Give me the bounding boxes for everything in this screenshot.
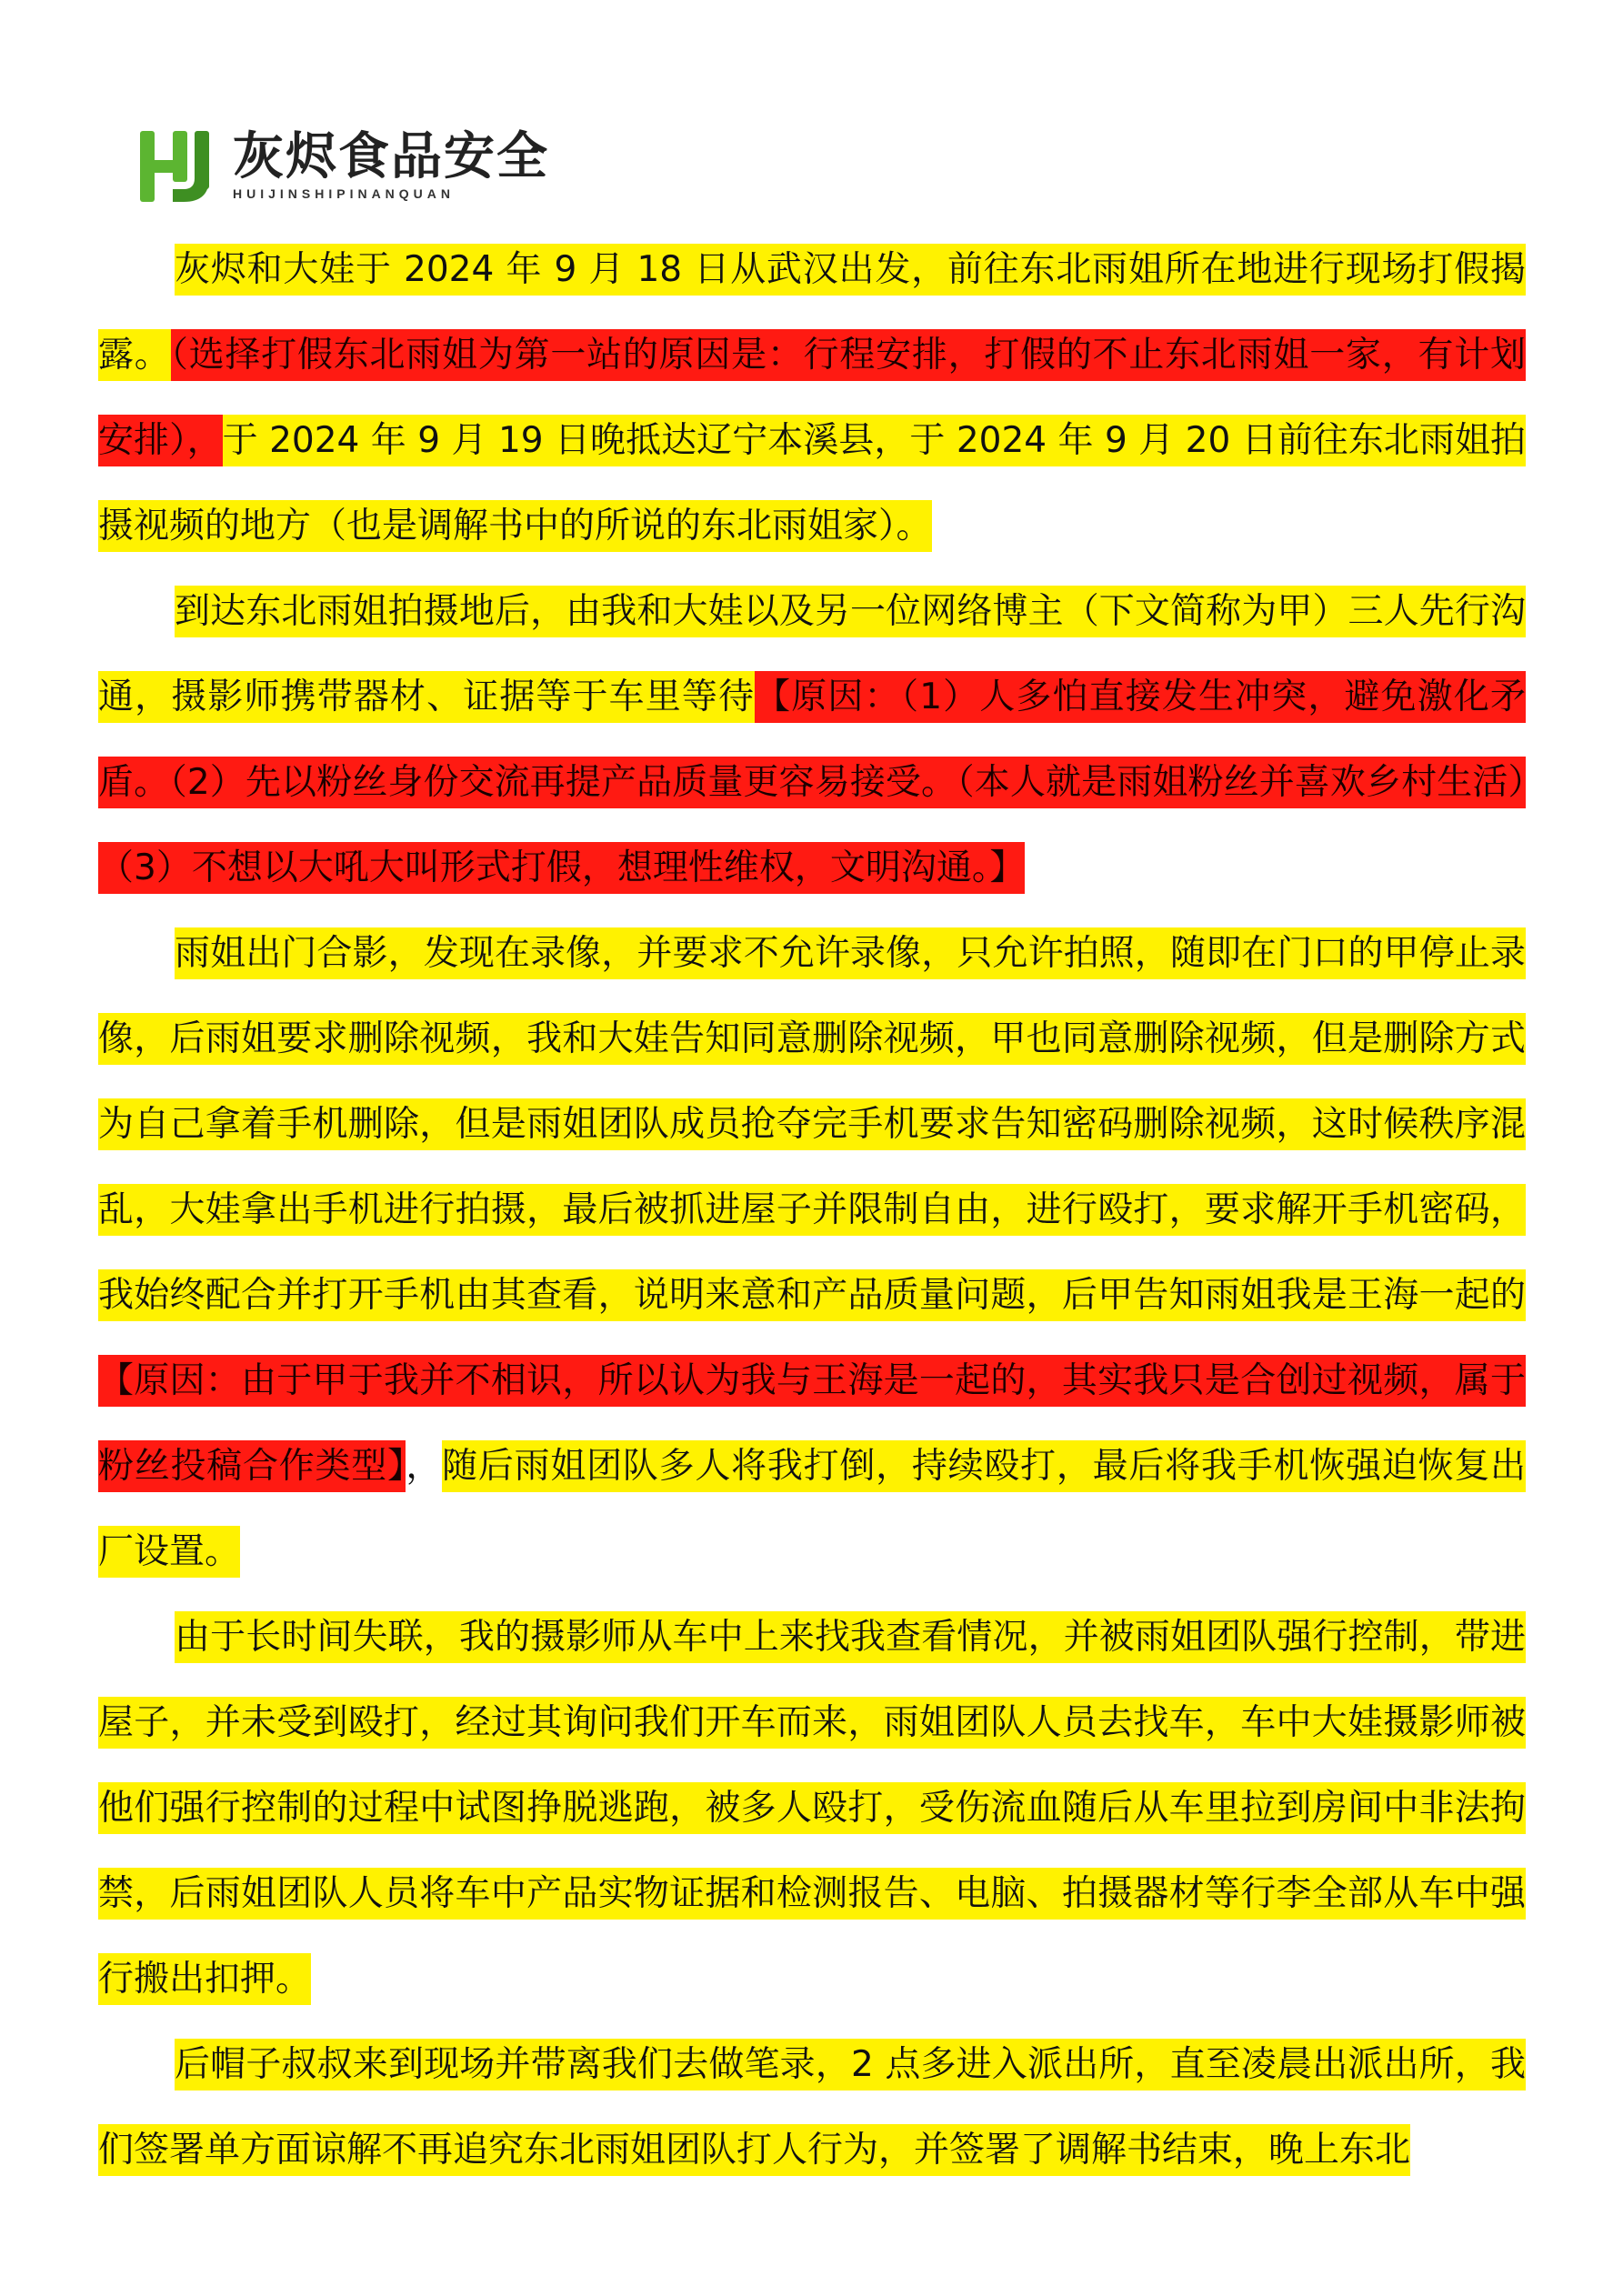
yellow-highlighted-text: 灰烬和大娃于 2024 年 9 月 18 日从武汉出发，前往东北雨姐所在地进行现场打假揭露。: [98, 244, 1526, 381]
brand-logo: [136, 120, 549, 211]
red-highlighted-text: 【原因：（1）人多怕直接发生冲突，避免激化矛盾。（2）先以粉丝身份交流再提产品质量更容易接受。（本人就是雨姐粉丝并喜欢乡村生活）（3）不想以大吼大叫形式打假，想理性维权，文明沟通。】: [98, 671, 1526, 894]
article-body: [98, 227, 1526, 2193]
logo-subtitle: HUIJINSHIPINANQUAN: [233, 186, 456, 201]
hj-logo-icon: [136, 124, 220, 207]
paragraph: [98, 569, 1526, 911]
plain-text: ，: [406, 1446, 443, 1487]
red-highlighted-text: 【原因：由于甲于我并不相识，所以认为我与王海是一起的，其实我只是合创过视频，属于粉丝投稿合作类型】: [98, 1355, 1526, 1492]
paragraph: [98, 227, 1526, 569]
paragraph: [98, 1595, 1526, 2022]
yellow-highlighted-text: 到达东北雨姐拍摄地后，由我和大娃以及另一位网络博主（下文简称为甲）三人先行沟通，摄影师携带器材、证据等于车里等待: [98, 586, 1526, 723]
yellow-highlighted-text: 于 2024 年 9 月 19 日晚抵达辽宁本溪县，于 2024 年 9 月 20 日前往东北雨姐拍摄视频的地方（也是调解书中的所说的东北雨姐家）。: [98, 415, 1526, 552]
paragraph: [98, 2022, 1526, 2193]
yellow-highlighted-text: 由于长时间失联，我的摄影师从车中上来找我查看情况，并被雨姐团队强行控制，带进屋子，并未受到殴打，经过其询问我们开车而来，雨姐团队人员去找车，车中大娃摄影师被他们强行控制的过程中试图挣脱逃跑，被多人殴打，受伤流血随后从车里拉到房间中非法拘禁，后雨姐团队人员将车中产品实物证据和检测报告、电脑、拍摄器材等行李全部从车中强行搬出扣押。: [98, 1611, 1526, 2005]
logo-title: 灰烬食品安全: [233, 127, 549, 186]
yellow-highlighted-text: 随后雨姐团队多人将我打倒，持续殴打，最后将我手机恢强迫恢复出厂设置。: [98, 1440, 1526, 1578]
red-highlighted-text: （选择打假东北雨姐为第一站的原因是：行程安排，打假的不止东北雨姐一家，有计划安排），: [98, 329, 1526, 466]
paragraph: [98, 911, 1526, 1595]
page-bottom-fade: [0, 2178, 1623, 2296]
yellow-highlighted-text: 后帽子叔叔来到现场并带离我们去做笔录，2 点多进入派出所，直至凌晨出派出所，我们签署单方面谅解不再追究东北雨姐团队打人行为，并签署了调解书结束，晚上东北: [98, 2039, 1526, 2176]
yellow-highlighted-text: 雨姐出门合影，发现在录像，并要求不允许录像，只允许拍照，随即在门口的甲停止录像，后雨姐要求删除视频，我和大娃告知同意删除视频，甲也同意删除视频，但是删除方式为自己拿着手机删除，但是雨姐团队成员抢夺完手机要求告知密码删除视频，这时候秩序混乱，大娃拿出手机进行拍摄，最后被抓进屋子并限制自由，进行殴打，要求解开手机密码，我始终配合并打开手机由其查看，说明来意和产品质量问题，后甲告知雨姐我是王海一起的: [98, 927, 1526, 1321]
